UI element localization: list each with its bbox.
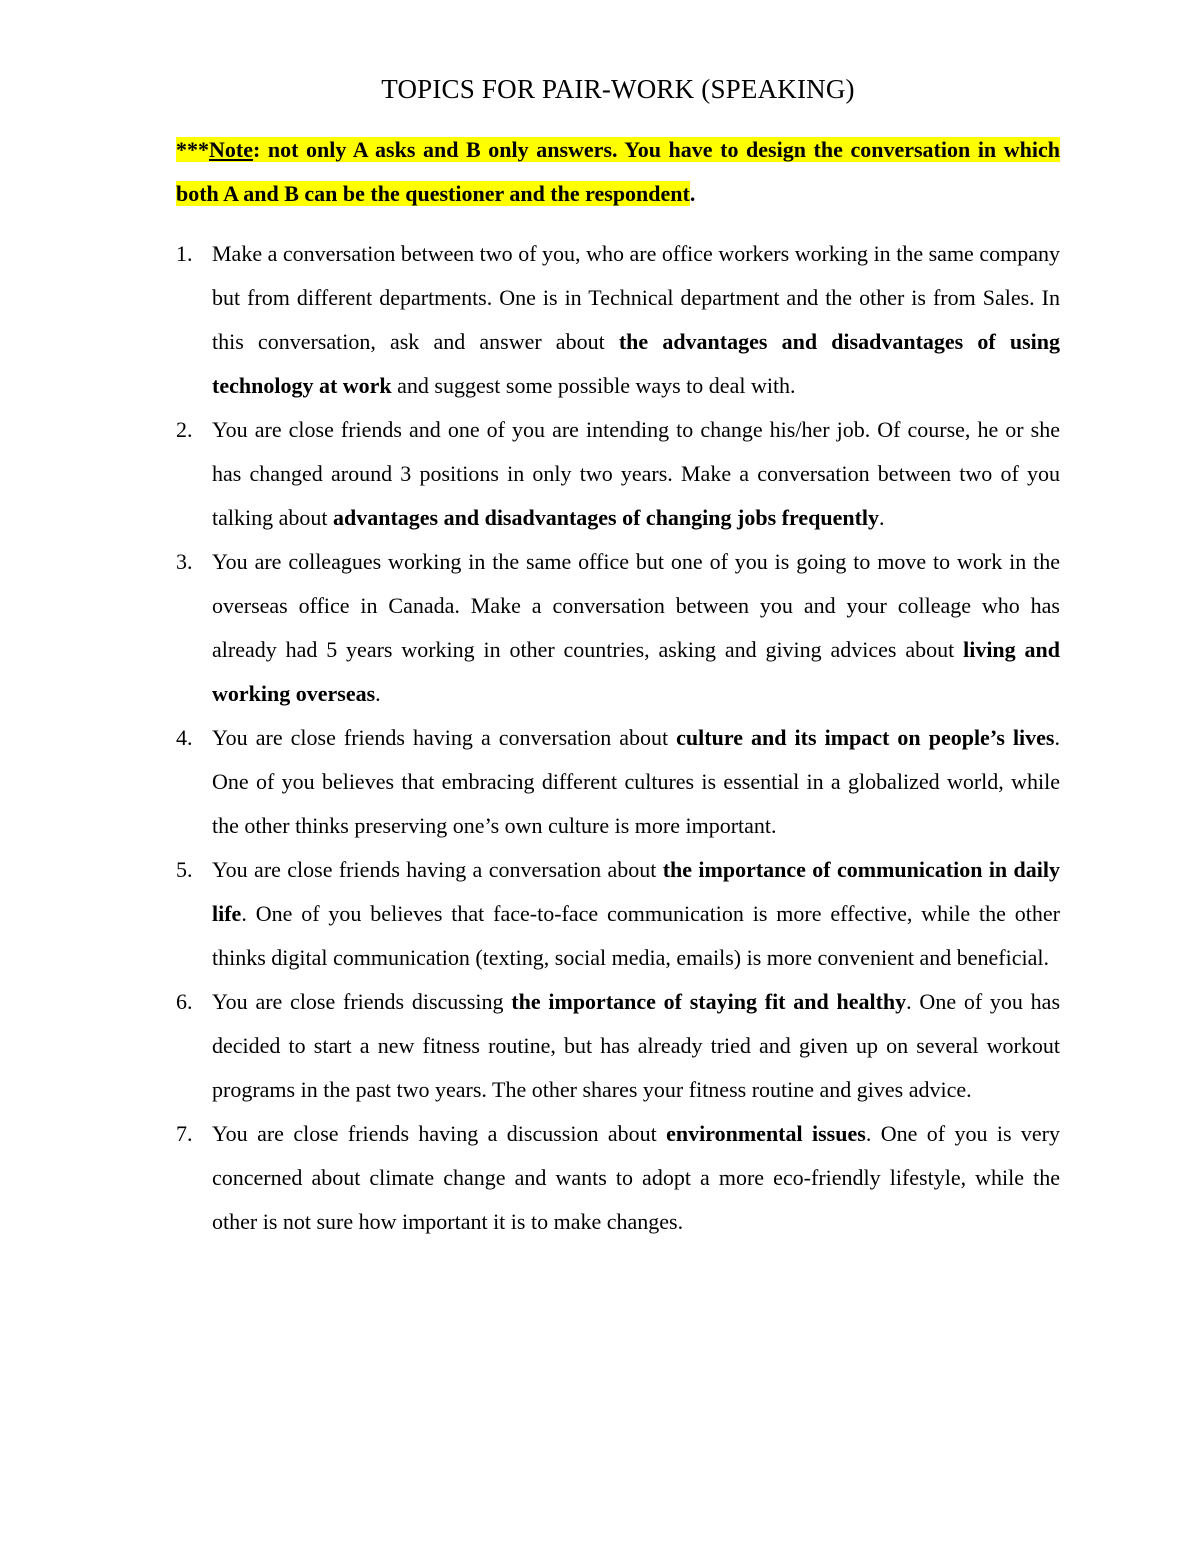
note-highlight: [176, 137, 1060, 206]
topic-number: 3.: [176, 549, 193, 574]
note-end: .: [689, 181, 696, 206]
topic-key-phrase: the importance of communication in daily life: [212, 857, 1060, 926]
note-text: : not only A asks and B only answers. You have to design the conversation in which both A and B can be the questioner and the respondent: [176, 137, 1060, 206]
topic-number: 2.: [176, 417, 193, 442]
topic-item: [176, 408, 1060, 540]
topic-key-phrase: advantages and disadvantages of changing jobs frequently: [332, 505, 880, 530]
topic-key-phrase: environmental issues: [666, 1121, 866, 1146]
topic-number: 7.: [176, 1121, 193, 1146]
topic-item: [176, 1112, 1060, 1244]
topic-text-before: You are close friends having a conversation about: [212, 725, 677, 750]
topic-number: 6.: [176, 989, 193, 1014]
topic-number: 4.: [176, 725, 193, 750]
topic-key-phrase: the importance of staying fit and healthy: [511, 989, 907, 1014]
topic-item: [176, 848, 1060, 980]
topic-text-after: . One of you believes that face-to-face communication is more effective, while the other thinks digital communication (texting, social media, emails) is more convenient and beneficial.: [212, 901, 1060, 970]
topic-text-after: . One of you believes that embracing different cultures is essential in a globalized world, while the other thinks preserving one’s own culture is more important.: [212, 725, 1060, 838]
document-page: [176, 70, 1060, 1244]
topic-key-phrase: living and working overseas: [212, 637, 1060, 706]
topic-text-after: . One of you has decided to start a new fitness routine, but has already tried and given up on several workout programs in the past two years. The other shares your fitness routine and gives advice.: [212, 989, 1061, 1102]
topic-text-before: You are colleagues working in the same office but one of you is going to move to work in the overseas office in Canada. Make a conversation between you and your colleage who has already had 5 years working in other countries, asking and giving advices about: [212, 549, 1060, 662]
note-paragraph: [176, 128, 1060, 216]
document-title: TOPICS FOR PAIR-WORK (SPEAKING): [381, 74, 855, 104]
topic-item: [176, 540, 1060, 716]
topic-text-before: You are close friends having a discussion about: [212, 1121, 667, 1146]
topic-text-after: .: [879, 505, 885, 530]
topic-number: 5.: [176, 857, 193, 882]
topic-key-phrase: the advantages and disadvantages of using technology at work: [212, 329, 1060, 398]
topic-text-after: and suggest some possible ways to deal with.: [391, 373, 796, 398]
topic-text-before: You are close friends and one of you are intending to change his/her job. Of course, he or she has changed around 3 positions in only two years. Make a conversation between two of you talking about: [212, 417, 1060, 530]
topic-item: [176, 716, 1060, 848]
note-label: Note: [209, 137, 253, 162]
topic-item: [176, 232, 1060, 408]
topic-text-after: . One of you is very concerned about climate change and wants to adopt a more eco-friendly lifestyle, while the other is not sure how important it is to make changes.: [212, 1121, 1060, 1234]
topic-text-before: You are close friends having a conversation about: [212, 857, 663, 882]
topic-number: 1.: [176, 241, 193, 266]
topic-key-phrase: culture and its impact on people’s lives: [676, 725, 1055, 750]
note-stars: ***: [176, 137, 209, 162]
topic-text-before: Make a conversation between two of you, who are office workers working in the same company but from different departments. One is in Technical department and the other is from Sales. In this conversation, ask and answer about: [212, 241, 1060, 354]
topic-item: [176, 980, 1060, 1112]
topics-list: [176, 232, 1060, 1244]
topic-text-before: You are close friends discussing: [212, 989, 512, 1014]
topic-text-after: .: [375, 681, 381, 706]
